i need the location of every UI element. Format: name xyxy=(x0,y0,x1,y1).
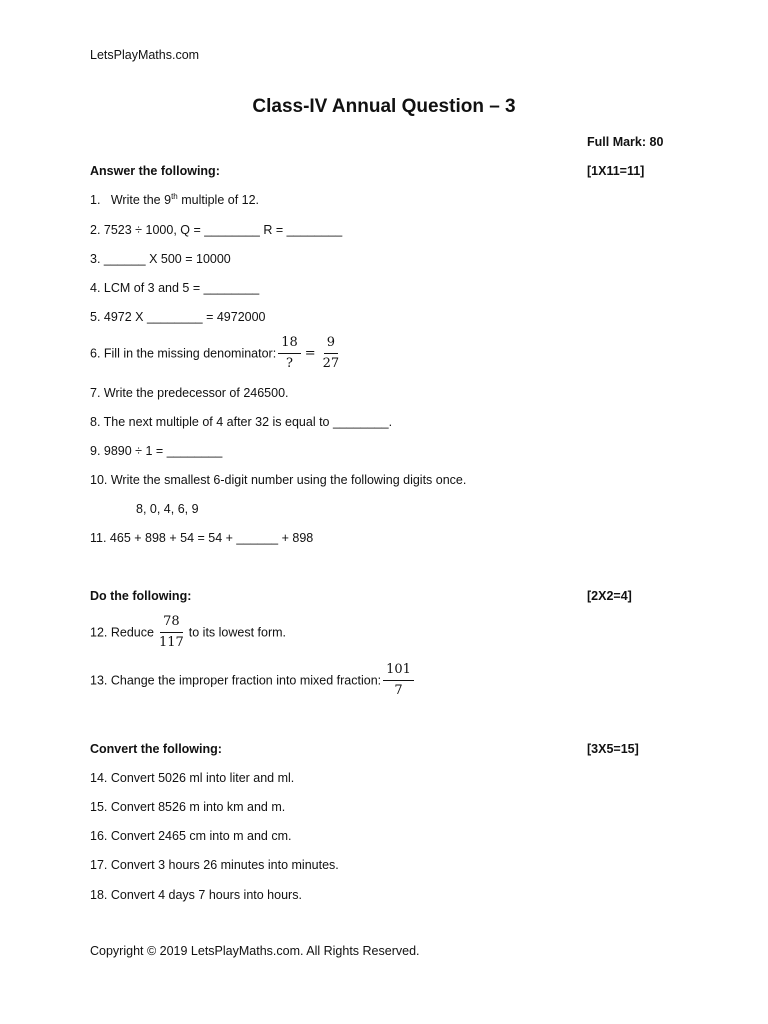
question-5: 5. 4972 X ________ = 4972000 xyxy=(90,310,266,324)
section-heading-do: Do the following: xyxy=(90,589,192,603)
question-13: 13. Change the improper fraction into mixed fraction: $\frac{101}{7}$ xyxy=(90,663,416,698)
question-8: 8. The next multiple of 4 after 32 is equal to ________. xyxy=(90,415,393,429)
question-10: 10. Write the smallest 6-digit number using the following digits once. xyxy=(90,473,467,487)
full-mark: Full Mark: 80 xyxy=(587,135,664,149)
question-12: 12. Reduce $\frac{78}{117}$ to its lowest form. xyxy=(90,614,287,650)
page-title: Class-IV Annual Question – 3 xyxy=(252,96,516,117)
section-marks-convert: [3X5=15] xyxy=(587,742,639,756)
superscript-th: th xyxy=(171,192,178,201)
question-6: 6. Fill in the missing denominator: $\frac{18}{?}$ = $\frac{9}{27}$ xyxy=(90,336,344,371)
question-1: 1. Write the 9th multiple of 12. xyxy=(90,192,260,207)
question-15: 15. Convert 8526 m into km and m. xyxy=(90,800,286,814)
question-4: 4. LCM of 3 and 5 = ________ xyxy=(90,281,260,295)
question-16: 16. Convert 2465 cm into m and cm. xyxy=(90,829,292,843)
question-18: 18. Convert 4 days 7 hours into hours. xyxy=(90,888,302,902)
fraction-18-over-unknown: $\frac{18}{?}$ xyxy=(278,336,301,371)
copyright-footer: Copyright © 2019 LetsPlayMaths.com. All Rights Reserved. xyxy=(90,944,420,958)
fraction-101-over-7: $\frac{101}{7}$ xyxy=(383,663,414,698)
site-header: LetsPlayMaths.com xyxy=(90,48,200,62)
section-marks-answer: [1X11=11] xyxy=(587,164,645,178)
question-7: 7. Write the predecessor of 246500. xyxy=(90,386,289,400)
question-3: 3. ______ X 500 = 10000 xyxy=(90,252,231,266)
question-14: 14. Convert 5026 ml into liter and ml. xyxy=(90,771,295,785)
question-2: 2. 7523 ÷ 1000, Q = ________ R = ________ xyxy=(90,223,343,237)
section-marks-do: [2X2=4] xyxy=(587,589,632,603)
question-11: 11. 465 + 898 + 54 = 54 + ______ + 898 xyxy=(90,531,314,545)
question-10-digits: 8, 0, 4, 6, 9 xyxy=(136,502,199,516)
fraction-9-over-27: $\frac{9}{27}$ xyxy=(322,335,340,371)
fraction-78-over-117: $\frac{78}{117}$ xyxy=(158,614,184,650)
question-17: 17. Convert 3 hours 26 minutes into minutes. xyxy=(90,858,339,872)
section-heading-answer: Answer the following: xyxy=(90,164,220,178)
question-9: 9. 9890 ÷ 1 = ________ xyxy=(90,444,223,458)
section-heading-convert: Convert the following: xyxy=(90,742,222,756)
